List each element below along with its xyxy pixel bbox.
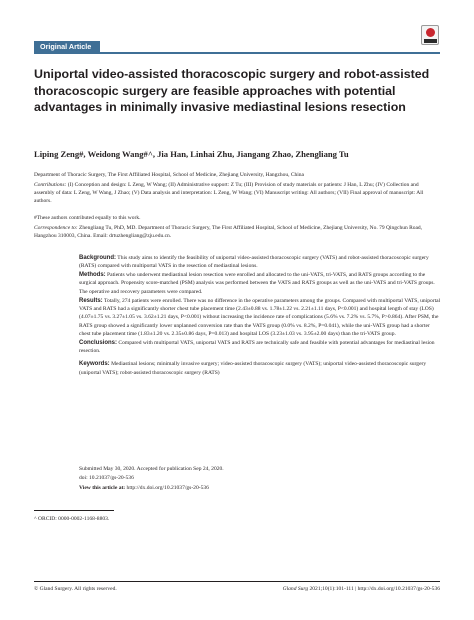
view-article	[79, 484, 441, 493]
crossmark-bar	[424, 39, 437, 43]
article-title: Uniportal video-assisted thoracoscopic surgery and robot-assisted thoracoscopic surgery are feasible approaches with potential advantages in minimally invasive mediastinal lesions resection	[34, 67, 430, 115]
view-article-link[interactable]: http://dx.doi.org/10.21037/gs-20-536	[125, 484, 209, 491]
contributions	[34, 181, 440, 206]
conclusions-text: Compared with multiportal VATS, uniportal VATS and RATS are technically safe and feasible with potential advantages for mediastinal lesion resection.	[79, 339, 435, 355]
correspondence-text: Zhengliang Tu, PhD, MD. Department of Thoracic Surgery, The First Affiliated Hospital, School of Medicine, Zhejiang University, No. 79 Qingchun Road, Hangzhou 310003, China. Email: drtuzhengliang@zju.edu.cn.	[34, 225, 423, 240]
footnote-rule	[34, 510, 114, 511]
journal-name: Gland Surg	[282, 586, 309, 592]
check-for-updates-icon[interactable]	[421, 25, 439, 45]
doi: doi: 10.21037/gs-20-536	[79, 475, 134, 482]
abstract-keywords	[79, 360, 441, 377]
keywords-text: Mediastinal lesions; minimally invasive surgery; video-assisted thoracoscopic surgery (VATS); uniportal video-assisted thoracoscopic surgery (uniportal VATS); robot-assisted thoracoscopic surgery (RATS)	[79, 361, 427, 376]
submission-info	[79, 465, 441, 493]
orcid-note: ^ ORCID: 0000-0002-1168-8803.	[34, 516, 110, 522]
abstract	[79, 254, 441, 378]
background-text: This study aims to identify the feasibility of uniportal video-assisted thoracoscopic surgery (VATS) and robot-assisted thoracoscopic surgery (RATS) compared with multiportal VATS in the resection of mediastinal lesions.	[79, 255, 429, 270]
abstract-methods	[79, 271, 441, 296]
citation-text[interactable]: 2021;10(1):101-111 | http://dx.doi.org/10.21037/gs-20-536	[308, 586, 440, 592]
keywords-label: Keywords:	[79, 361, 110, 368]
view-article-label: View this article at:	[79, 484, 126, 491]
abstract-background	[79, 254, 441, 271]
correspondence-label: Correspondence to:	[34, 225, 78, 231]
submission-dates: Submitted May 30, 2020. Accepted for publication Sep 24, 2020.	[79, 466, 224, 472]
methods-text: Patients who underwent mediastinal lesion resection were enrolled and allocated to the uni-VATS, tri-VATS, and RATS groups according to the surgical approach. Propensity score-matched (PSM) analysis was performed between the VATS and RATS groups as well as the uni-VATS and tri-VATS groups. The operative and recovery parameters were compared.	[79, 272, 435, 295]
equal-contribution-note: #These authors contributed equally to this work.	[34, 215, 141, 221]
conclusions-label: Conclusions:	[79, 339, 118, 346]
footer-rule	[34, 581, 440, 582]
background-label: Background:	[79, 255, 117, 261]
copyright: © Gland Surgery. All rights reserved.	[34, 586, 117, 592]
crossmark-circle	[426, 28, 435, 37]
results-text: Totally, 274 patients were enrolled. There was no difference in the operative parameters among the groups. Compared with multiportal VATS, uniportal VATS and RATS had a significantly shorter chest tube placement time (2.43±0.88 vs. 1.78±1.22 vs. 2.21±1.11 days, P<0.001) and hospital length of stay (LOS) (4.07±1.75 vs. 3.27±1.05 vs. 3.62±1.21 days, P<0.001) without increasing the incidence rate of complications (5.6% vs. 7.2% vs. 5.7%, P>0.864). After PSM, the RATS group showed a significantly lower unplanned conversion rate than the VATS group (0.0% vs. 8.2%, P=0.041), while the uni-VATS group had a shorter chest tube placement time (1.83±1.20 vs. 2.35±0.86 days, P=0.013) and hospital LOS (3.23±1.03 vs. 3.95±2.00 days) than the tri-VATS group.	[79, 297, 441, 337]
results-label: Results:	[79, 297, 103, 304]
abstract-conclusions	[79, 339, 441, 356]
author-list: Liping Zeng#, Weidong Wang#^, Jia Han, Linhai Zhu, Jiangang Zhao, Zhengliang Tu	[34, 149, 349, 159]
contributions-label: Contributions:	[34, 182, 67, 188]
methods-label: Methods:	[79, 272, 106, 279]
header-rule	[34, 52, 440, 54]
correspondence	[34, 224, 440, 240]
contributions-text: (I) Conception and design: L Zeng, W Wang; (II) Administrative support: Z Tu; (III) Provision of study materials or patients: J Han, L Zhu; (IV) Collection and assembly of data: L Zeng, W Wang, J Zhao; (V) Data analysis and interpretation: L Zeng, W Wang; (VI) Manuscript writing: All authors; (VII) Final approval of manuscript: All authors.	[34, 182, 424, 205]
abstract-results	[79, 297, 441, 338]
citation	[283, 585, 440, 593]
affiliation: Department of Thoracic Surgery, The First Affiliated Hospital, School of Medicine, Zhejiang University, Hangzhou, China	[34, 172, 305, 178]
article-type-badge: Original Article	[34, 41, 100, 53]
